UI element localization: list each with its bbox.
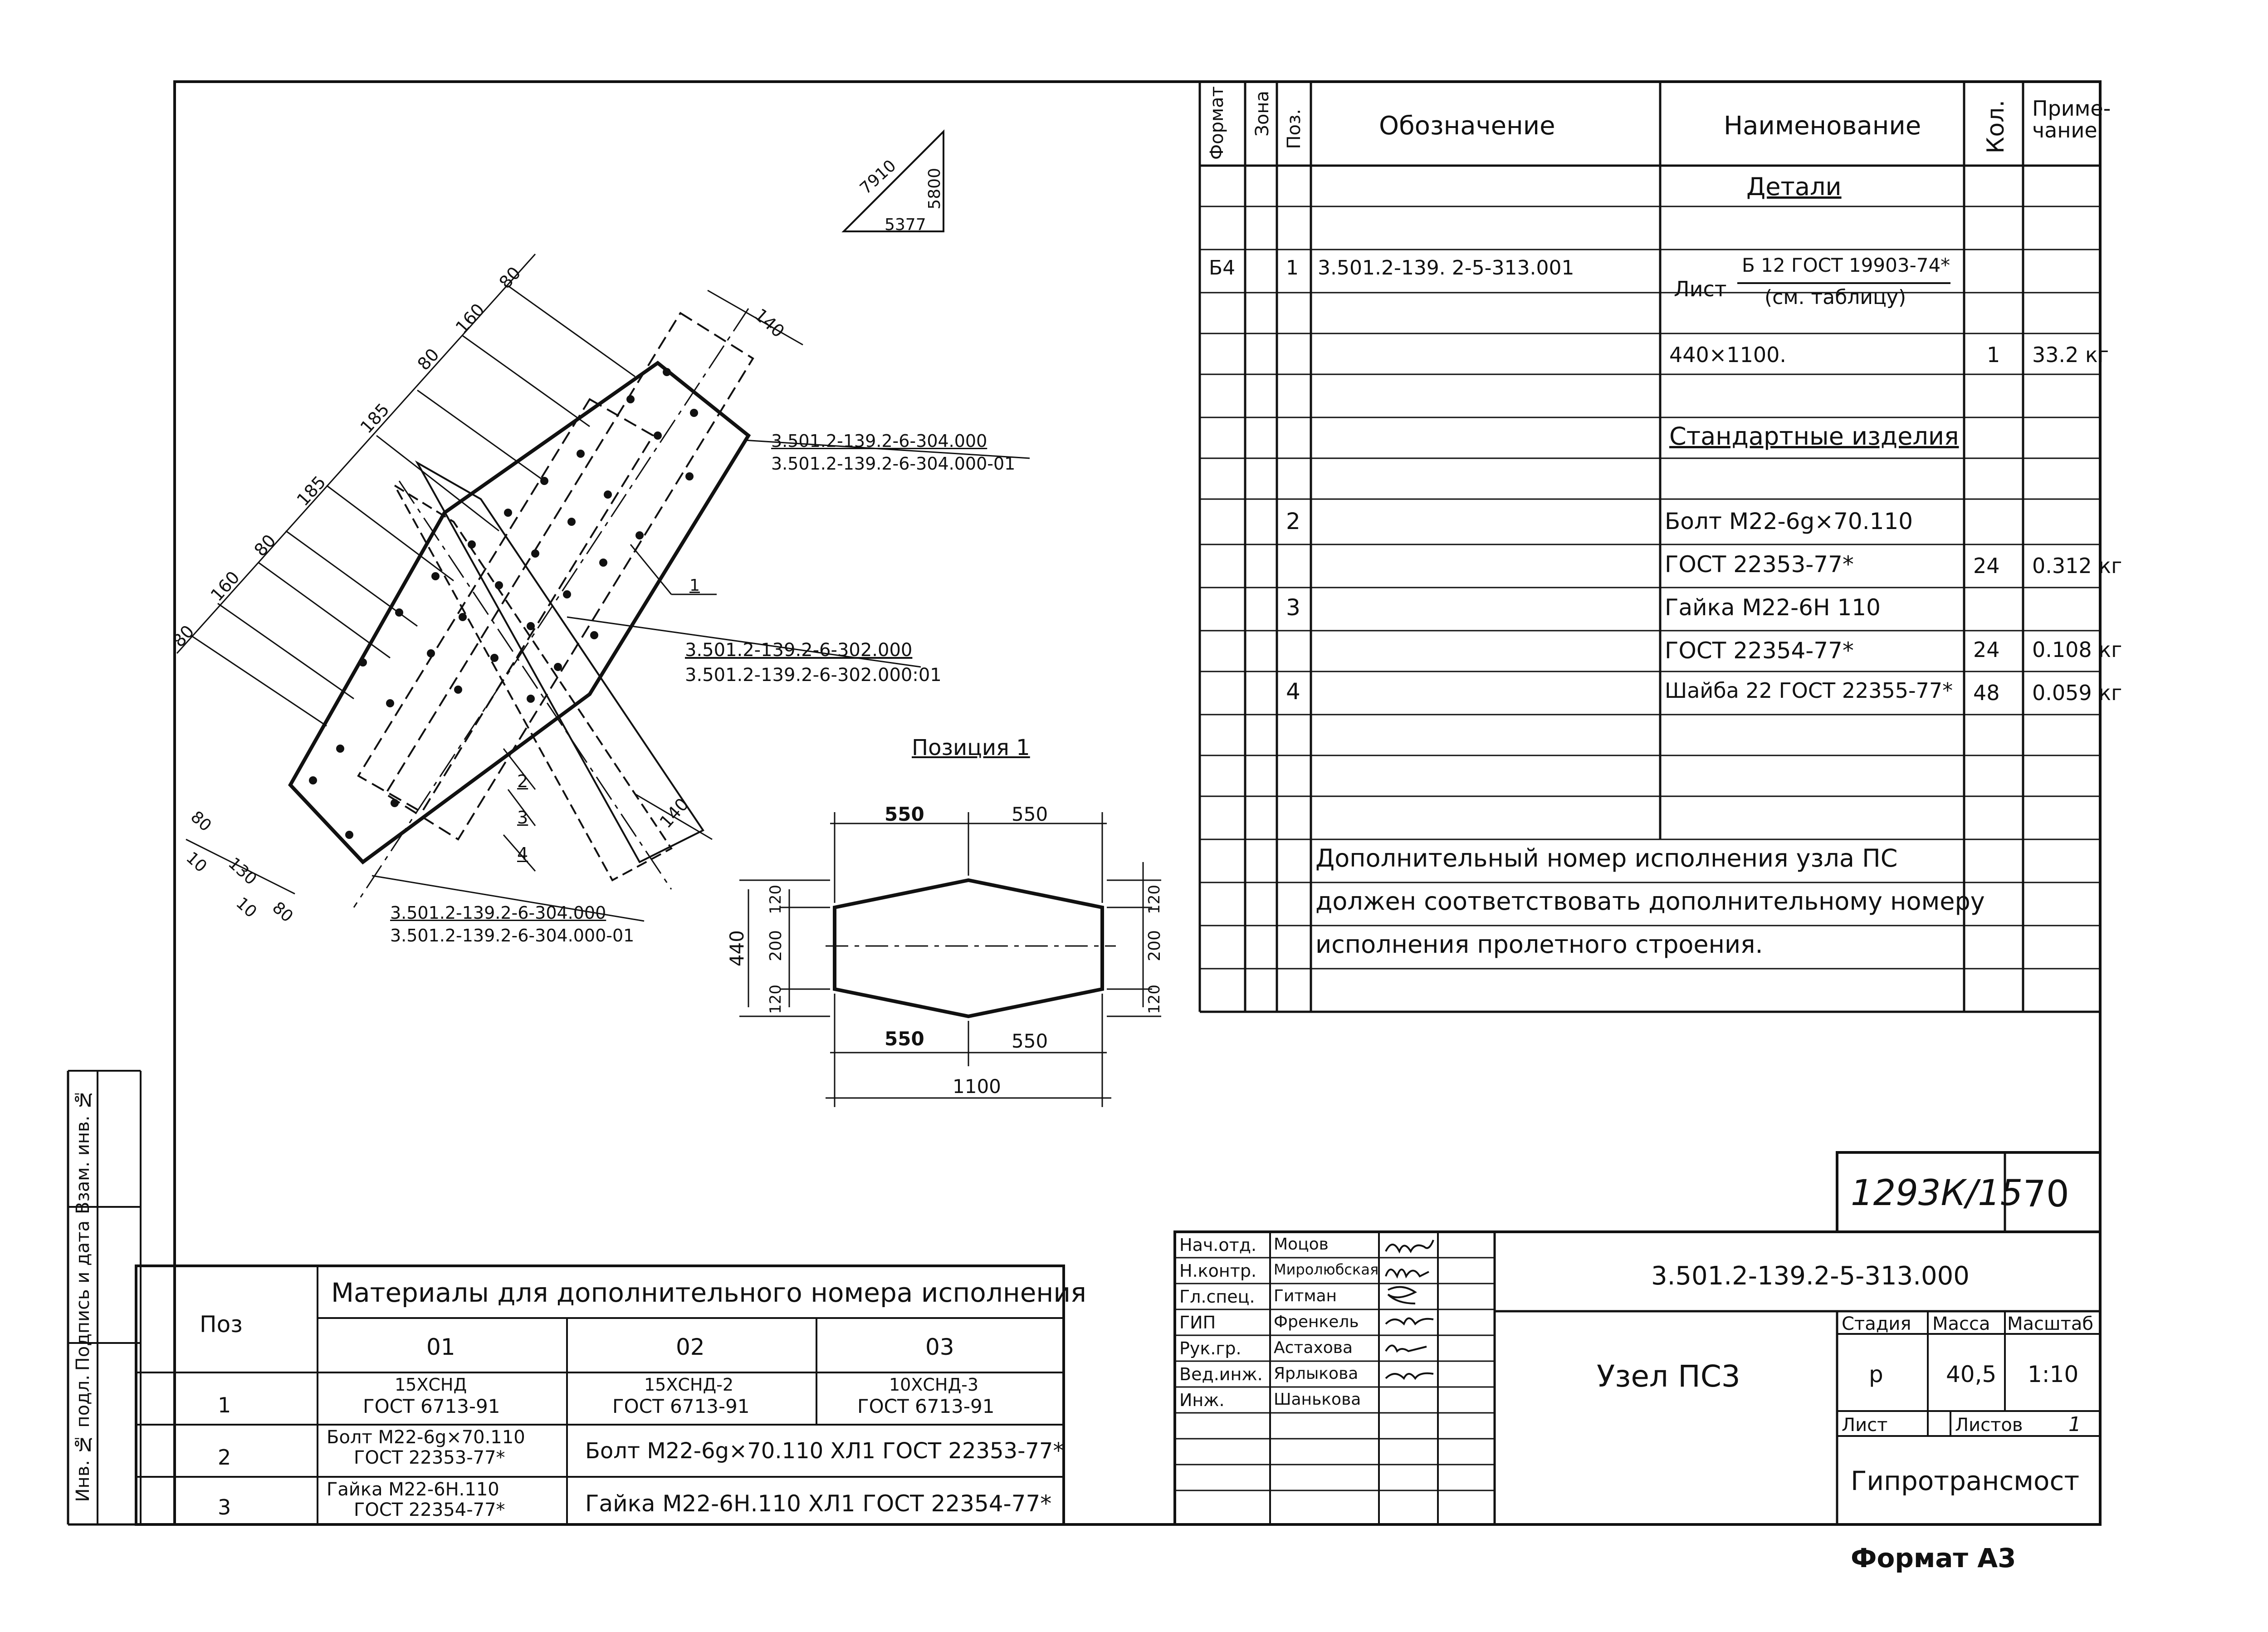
org-name: Гипротрансмост xyxy=(1851,1465,2080,1496)
pos1-top-right: 550 xyxy=(1012,803,1048,825)
materials-row3-c23: Гайка М22-6Н.110 ХЛ1 ГОСТ 22354-77* xyxy=(585,1490,1052,1517)
ref-302-b: 3.501.2-139.2-6-302.000:01 xyxy=(685,665,942,686)
dim-bottom-4: 10 xyxy=(232,893,260,922)
spec-washer-note: 0.059 кг xyxy=(2032,681,2122,705)
triangle-vert-label: 5800 xyxy=(925,168,944,210)
spec-bolt-name: Болт М22-6g×70.110 xyxy=(1665,508,1913,534)
callout-4: 4 xyxy=(517,844,528,864)
spec-washer-pos: 4 xyxy=(1286,678,1300,705)
callout-1: 1 xyxy=(689,576,700,595)
materials-row1-c3a: 10ХСНД-3 xyxy=(889,1375,979,1395)
pos1-h-left-2: 200 xyxy=(767,930,785,961)
materials-row2-c23: Болт М22-6g×70.110 ХЛ1 ГОСТ 22353-77* xyxy=(585,1438,1064,1464)
name-1: Моцов xyxy=(1274,1235,1329,1254)
dim-top-5: 185 xyxy=(356,399,393,437)
spec-bolt-gost: ГОСТ 22353-77* xyxy=(1665,551,1854,578)
position1-title: Позиция 1 xyxy=(912,735,1030,760)
materials-col2: 02 xyxy=(676,1334,705,1360)
sheets-label: Листов xyxy=(1955,1415,2023,1436)
title-code: 3.501.2-139.2-5-313.000 xyxy=(1651,1261,1970,1291)
spec-nut-name: Гайка М22-6Н 110 xyxy=(1665,594,1881,621)
materials-col1: 01 xyxy=(426,1334,455,1360)
spec-r1-pos: 1 xyxy=(1286,256,1299,279)
stage-label: Стадия xyxy=(1842,1313,1911,1334)
pos1-h-right-3: 120 xyxy=(1145,985,1163,1014)
role-2: Н.контр. xyxy=(1179,1261,1257,1281)
name-4: Френкель xyxy=(1274,1313,1359,1331)
spec-r1-designation: 3.501.2-139. 2-5-313.001 xyxy=(1318,256,1574,279)
spec-nut-pos: 3 xyxy=(1286,594,1300,621)
materials-row3-pos: 3 xyxy=(218,1495,231,1519)
pos1-h-right-1: 120 xyxy=(1145,885,1163,914)
spec-note-line2: должен соответствовать дополнительному номеру xyxy=(1315,887,1985,916)
spec-format-header: Формат xyxy=(1207,86,1227,160)
role-5: Рук.гр. xyxy=(1179,1338,1242,1358)
materials-row1-c1b: ГОСТ 6713-91 xyxy=(363,1395,500,1417)
materials-row1-c2a: 15ХСНД-2 xyxy=(644,1375,734,1395)
triangle-base-label: 5377 xyxy=(885,216,926,234)
role-1: Нач.отд. xyxy=(1179,1235,1257,1255)
name-7: Шанькова xyxy=(1274,1390,1361,1409)
pos1-height: 440 xyxy=(726,930,748,967)
spec-bolt-note: 0.312 кг xyxy=(2032,554,2122,578)
pos1-h-right-2: 200 xyxy=(1145,930,1164,961)
pos1-top-left: 550 xyxy=(885,803,924,825)
name-5: Астахова xyxy=(1274,1338,1353,1357)
pos1-bot-right: 550 xyxy=(1012,1030,1048,1052)
materials-row1-c2b: ГОСТ 6713-91 xyxy=(612,1395,750,1417)
spec-note-line3: исполнения пролетного строения. xyxy=(1315,930,1763,959)
spec-details-title: Детали xyxy=(1746,172,1842,201)
pos1-h-left-3: 120 xyxy=(767,985,785,1014)
spec-std-title: Стандартные изделия xyxy=(1669,422,1959,451)
dim-top-8: 80 xyxy=(495,263,525,293)
pos1-h-left-1: 120 xyxy=(767,885,785,914)
ref-304-a: 3.501.2-139.2-6-304.000 xyxy=(771,431,987,451)
dim-top-7: 160 xyxy=(451,299,489,338)
scale-value: 1:10 xyxy=(2028,1361,2079,1387)
spec-nut-note: 0.108 кг xyxy=(2032,637,2122,662)
dim-bottom-2: 10 xyxy=(182,848,210,877)
role-6: Вед.инж. xyxy=(1179,1364,1263,1384)
sheet-number-handwritten: 70 xyxy=(2023,1173,2069,1215)
spec-note-header: Приме- чание xyxy=(2032,96,2111,143)
dim-top-2: 160 xyxy=(206,567,244,605)
sign-date-label: Подпись и дата xyxy=(73,1220,93,1371)
dim-bottom-3: 130 xyxy=(225,854,260,889)
scale-label: Масштаб xyxy=(2007,1313,2094,1334)
spec-note-line1: Дополнительный номер исполнения узла ПС xyxy=(1315,844,1898,872)
ref-304b-a: 3.501.2-139.2-6-304.000 xyxy=(390,903,606,923)
callout-3: 3 xyxy=(517,808,528,828)
ref-304-b: 3.501.2-139.2-6-304.000-01 xyxy=(771,454,1016,474)
mass-label: Масса xyxy=(1932,1313,1990,1334)
materials-title: Материалы для дополнительного номера исполнения xyxy=(331,1277,1086,1308)
doc-number-handwritten: 1293К/15 xyxy=(1851,1173,2023,1214)
ref-302-a: 3.501.2-139.2-6-302.000 xyxy=(685,640,913,661)
spec-r2-note: 33.2 кг xyxy=(2032,343,2109,367)
name-2: Миролюбская xyxy=(1274,1261,1379,1278)
sheets-value: 1 xyxy=(2068,1413,2081,1436)
materials-pos-header: Поз xyxy=(200,1311,243,1338)
dim-top-4: 185 xyxy=(293,472,330,510)
ref-304b-b: 3.501.2-139.2-6-304.000-01 xyxy=(390,926,635,946)
spec-washer-qty: 48 xyxy=(1973,681,2000,705)
dim-top-1: 80 xyxy=(168,621,198,651)
dim-top-6: 80 xyxy=(413,344,443,374)
triangle-hyp-label: 7910 xyxy=(856,156,900,198)
spec-r1-name-num: Б 12 ГОСТ 19903-74* xyxy=(1742,254,1950,276)
dim-top-3: 80 xyxy=(250,530,280,560)
spec-r1-name-den: (см. таблицу) xyxy=(1765,286,1906,309)
spec-qty-header: Кол. xyxy=(1982,100,2009,154)
callout-2: 2 xyxy=(517,771,528,791)
name-6: Ярлыкова xyxy=(1274,1364,1359,1383)
role-3: Гл.спец. xyxy=(1179,1287,1255,1307)
inv-orig-label: Инв. № подл. xyxy=(73,1375,93,1502)
role-4: ГИП xyxy=(1179,1313,1216,1333)
materials-row2-c1a: Болт М22-6g×70.110 xyxy=(327,1427,525,1448)
spec-nut-gost: ГОСТ 22354-77* xyxy=(1665,637,1854,664)
materials-row1-pos: 1 xyxy=(218,1393,231,1417)
replace-inv-label: Взам. инв. № xyxy=(73,1089,93,1214)
spec-designation-header: Обозначение xyxy=(1379,111,1555,141)
materials-row2-c1b: ГОСТ 22353-77* xyxy=(354,1447,505,1468)
spec-r1-name-prefix: Лист xyxy=(1674,277,1727,301)
materials-row1-c1a: 15ХСНД xyxy=(395,1375,467,1395)
role-7: Инж. xyxy=(1179,1390,1225,1410)
materials-col3: 03 xyxy=(925,1334,954,1360)
object-name: Узел ПС3 xyxy=(1597,1359,1740,1394)
sheet-label: Лист xyxy=(1842,1415,1888,1436)
materials-row3-c1b: ГОСТ 22354-77* xyxy=(354,1500,505,1520)
mass-value: 40,5 xyxy=(1946,1361,1997,1387)
pos1-total: 1100 xyxy=(953,1075,1001,1098)
dim-bottom-5: 80 xyxy=(269,898,297,926)
materials-row1-c3b: ГОСТ 6713-91 xyxy=(857,1395,995,1417)
dim-bottom-1: 80 xyxy=(187,807,215,836)
spec-zone-header: Зона xyxy=(1252,91,1273,137)
format-footer: Формат А3 xyxy=(1851,1543,2016,1573)
spec-washer-name: Шайба 22 ГОСТ 22355-77* xyxy=(1665,678,1953,703)
spec-nut-qty: 24 xyxy=(1973,637,2000,662)
spec-r1-format: Б4 xyxy=(1209,256,1236,279)
signatures xyxy=(1381,1233,1438,1415)
pos1-bot-left: 550 xyxy=(885,1028,924,1050)
spec-bolt-pos: 2 xyxy=(1286,508,1300,534)
dim-140-top: 140 xyxy=(750,304,788,342)
name-3: Гитман xyxy=(1274,1287,1337,1305)
spec-pos-header: Поз. xyxy=(1284,109,1305,149)
spec-r2-name: 440×1100. xyxy=(1669,343,1787,367)
spec-bolt-qty: 24 xyxy=(1973,554,2000,578)
spec-r2-qty: 1 xyxy=(1987,343,2000,367)
dim-140-bottom: 140 xyxy=(655,794,693,832)
spec-name-header: Наименование xyxy=(1724,111,1921,141)
stage-value: р xyxy=(1869,1361,1883,1387)
materials-row2-pos: 2 xyxy=(218,1445,231,1470)
materials-row3-c1a: Гайка М22-6Н.110 xyxy=(327,1479,499,1500)
